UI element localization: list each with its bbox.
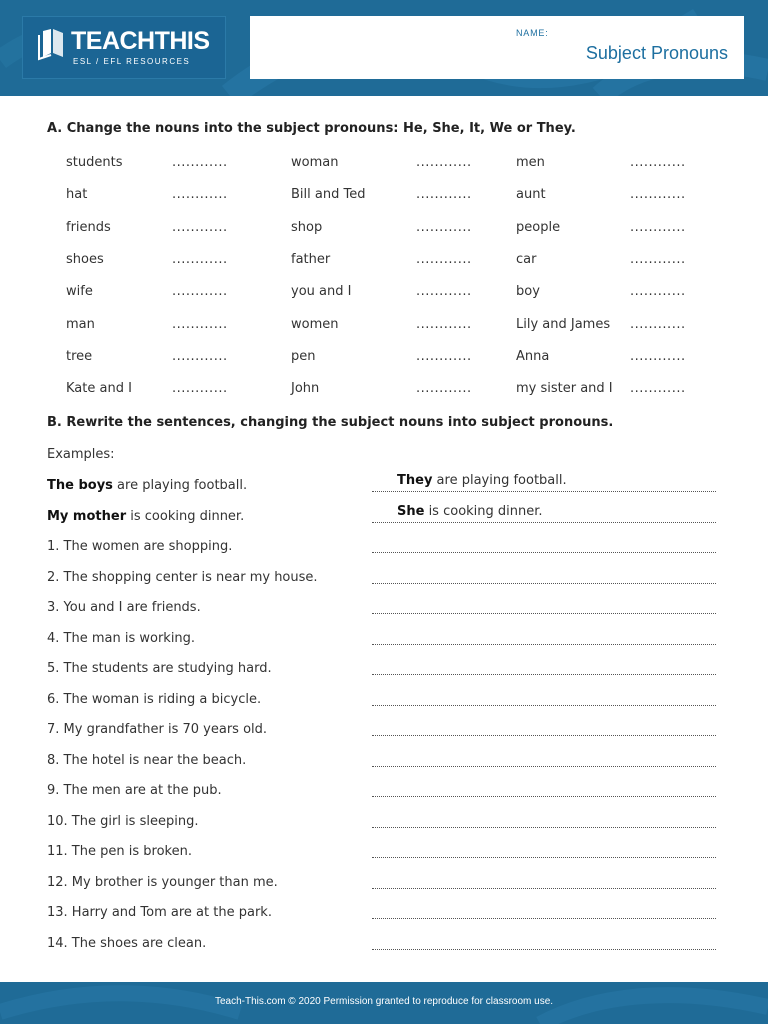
answer-line[interactable] [372,644,716,645]
answer-blank[interactable]: ............ [416,284,472,300]
examples-label: Examples: [47,447,115,462]
noun-word: you and I [291,284,352,300]
answer-line[interactable] [372,674,716,675]
answer-line[interactable] [372,888,716,889]
noun-word: students [66,155,123,170]
noun-word: Kate and I [66,381,132,397]
logo [22,16,226,79]
answer-blank[interactable]: ............ [416,381,472,397]
answer-blank[interactable]: ............ [416,348,472,364]
footer-copyright: Teach-This.com © 2020 Permission granted to reproduce for classroom use. [214,996,554,1007]
section-a-heading: A. Change the nouns into the subject pronouns: He, She, It, We or They. [47,121,576,136]
exercise-sentence: 4. The man is working. [47,630,196,646]
noun-word: shop [291,219,323,235]
noun-word: Anna [516,348,550,364]
noun-word: wife [66,284,93,300]
answer-blank[interactable]: ............ [172,187,228,203]
answer-line [372,491,716,492]
exercise-sentence: 10. The girl is sleeping. [47,813,199,829]
answer-line[interactable] [372,949,716,950]
noun-word: men [516,155,545,170]
name-box [250,16,744,79]
worksheet-title: Subject Pronouns [585,43,728,63]
answer-blank[interactable]: ............ [172,284,228,300]
answer-blank[interactable]: ............ [630,348,686,364]
answer-blank[interactable]: ............ [172,348,228,364]
exercise-sentence: 7. My grandfather is 70 years old. [47,722,268,737]
answer-line[interactable] [372,766,716,767]
answer-line[interactable] [372,583,716,584]
example-sentence: The boys are playing football. [47,478,248,493]
exercise-sentence: 8. The hotel is near the beach. [47,752,247,768]
answer-blank[interactable]: ............ [630,155,686,170]
noun-word: hat [66,187,88,203]
exercise-sentence: 12. My brother is younger than me. [47,874,278,890]
noun-word: Bill and Ted [291,187,366,203]
answer-line[interactable] [372,735,716,736]
example-answer: They are playing football. [397,473,567,488]
answer-line [372,522,716,523]
name-label: NAME: [516,28,549,38]
answer-line[interactable] [372,918,716,919]
answer-line[interactable] [372,827,716,828]
noun-word: pen [291,348,316,364]
answer-blank[interactable]: ............ [172,381,228,397]
exercise-sentence: 11. The pen is broken. [47,844,192,859]
example-answer: She is cooking dinner. [397,503,543,519]
exercise-sentence: 5. The students are studying hard. [47,661,272,676]
answer-blank[interactable]: ............ [416,251,472,267]
noun-word: shoes [66,251,104,267]
noun-word: tree [66,348,93,364]
answer-line[interactable] [372,857,716,858]
answer-line[interactable] [372,552,716,553]
answer-blank[interactable]: ............ [172,155,228,170]
noun-word: people [516,219,561,235]
exercise-sentence: 3. You and I are friends. [47,600,201,615]
exercise-sentence: 2. The shopping center is near my house. [47,569,318,585]
noun-word: father [291,251,331,267]
exercise-sentence: 14. The shoes are clean. [47,935,207,951]
noun-word: man [66,316,95,332]
answer-blank[interactable]: ............ [630,284,686,300]
exercise-sentence: 6. The woman is riding a bicycle. [47,691,262,707]
answer-blank[interactable]: ............ [416,155,472,170]
answer-blank[interactable]: ............ [416,187,472,203]
answer-blank[interactable]: ............ [630,219,686,235]
answer-blank[interactable]: ............ [172,251,228,267]
noun-word: my sister and I [516,381,613,397]
noun-word: boy [516,284,540,300]
noun-word: John [291,381,320,397]
logo-title: TEACHTHIS [71,27,210,55]
answer-blank[interactable]: ............ [630,316,686,332]
noun-word: Lily and James [516,316,611,332]
answer-blank[interactable]: ............ [630,251,686,267]
logo-subtitle: ESL / EFL RESOURCES [73,57,191,66]
noun-word: aunt [516,187,546,203]
answer-blank[interactable]: ............ [630,187,686,203]
exercise-sentence: 9. The men are at the pub. [47,783,222,798]
header-banner [0,0,768,96]
noun-word: woman [291,155,339,170]
noun-word: friends [66,219,111,235]
exercise-sentence: 13. Harry and Tom are at the park. [47,905,272,920]
book-logo-icon [37,27,67,61]
answer-blank[interactable]: ............ [172,219,228,235]
answer-blank[interactable]: ............ [630,381,686,397]
example-sentence: My mother is cooking dinner. [47,508,245,524]
noun-word: car [516,251,537,267]
answer-blank[interactable]: ............ [172,316,228,332]
answer-line[interactable] [372,796,716,797]
answer-blank[interactable]: ............ [416,316,472,332]
noun-word: women [291,316,339,332]
answer-line[interactable] [372,705,716,706]
footer [0,982,768,1024]
answer-line[interactable] [372,613,716,614]
exercise-sentence: 1. The women are shopping. [47,539,233,554]
answer-blank[interactable]: ............ [416,219,472,235]
section-b-heading: B. Rewrite the sentences, changing the subject nouns into subject pronouns. [47,415,614,430]
